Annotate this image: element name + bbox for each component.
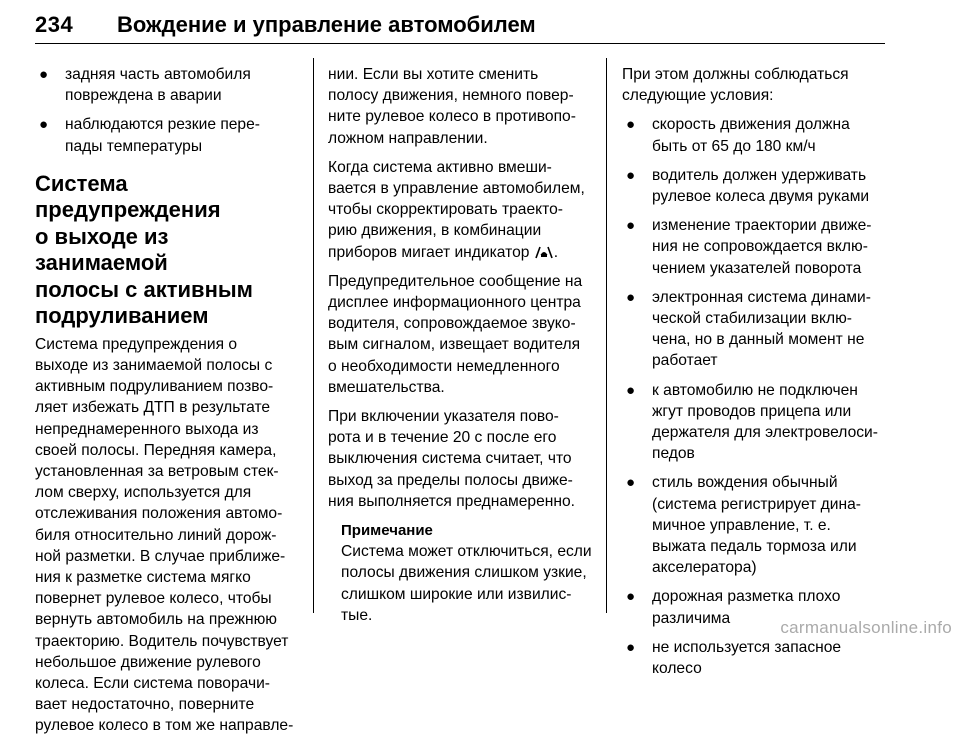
text-line: При включении указателя пово- bbox=[328, 408, 559, 426]
text-line: лом сверху, используется для bbox=[35, 484, 252, 502]
bullet-item bbox=[622, 472, 890, 578]
watermark: carmanualsonline.info bbox=[780, 618, 952, 637]
text-line: полосы с активным bbox=[35, 276, 253, 302]
text-line: пады температуры bbox=[65, 137, 203, 155]
column-1 bbox=[35, 64, 297, 745]
text-line: полосы движения слишком узкие, bbox=[341, 564, 587, 582]
text-line: вается в управление автомобилем, bbox=[328, 180, 585, 198]
text-line: выходе из занимаемой полосы с bbox=[35, 357, 273, 375]
text-line: повернет рулевое колесо, чтобы bbox=[35, 590, 272, 608]
bullet-dot-icon: ● bbox=[39, 116, 49, 134]
paragraph-intervention bbox=[328, 157, 592, 263]
text-line: о необходимости немедленного bbox=[328, 357, 560, 375]
header-rule bbox=[35, 43, 885, 44]
bullet-item bbox=[622, 215, 890, 279]
text-line: жгут проводов прицепа или bbox=[652, 402, 852, 420]
text-line: колесо bbox=[652, 660, 702, 678]
text-line: Система предупреждения о bbox=[35, 335, 238, 353]
indicator-text: приборов мигает индикатор bbox=[328, 243, 530, 261]
note-body bbox=[341, 541, 592, 626]
text-line: отслеживания положения автомо- bbox=[35, 505, 283, 523]
bullet-item bbox=[622, 380, 890, 465]
text-line: рулевое колесо в том же направле- bbox=[35, 717, 294, 735]
text-line: ложном направлении. bbox=[328, 129, 488, 147]
text-line: о выходе из занимаемой bbox=[35, 223, 169, 276]
bullet-item bbox=[35, 114, 297, 156]
column-2 bbox=[328, 64, 592, 626]
bullet-dot-icon: ● bbox=[626, 288, 636, 306]
text-line: колеса. Если система поворачи- bbox=[35, 675, 270, 693]
text-line: ляет избежать ДТП в результате bbox=[35, 399, 271, 417]
text-line: вает недостаточно, поверните bbox=[35, 696, 255, 714]
text-line: задняя часть автомобиля bbox=[65, 66, 251, 83]
bullet-dot-icon: ● bbox=[626, 116, 636, 134]
text-line: рота и в течение 20 с после его bbox=[328, 429, 557, 447]
indicator-period: . bbox=[553, 243, 559, 261]
text-line: различима bbox=[652, 609, 731, 627]
bullet-dot-icon: ● bbox=[39, 66, 49, 83]
text-line: водитель должен удерживать bbox=[652, 166, 867, 184]
text-line: ния не сопровождается вклю- bbox=[652, 238, 868, 256]
bullet-item bbox=[622, 287, 890, 372]
text-line: установленная за ветровым стек- bbox=[35, 463, 279, 481]
text-line: водителя, сопровождаемое звуко- bbox=[328, 315, 576, 333]
text-line: выжата педаль тормоза или bbox=[652, 538, 857, 556]
text-line: держателя для электровелоси- bbox=[652, 424, 878, 442]
text-line: Система предупреждения bbox=[35, 170, 221, 223]
bullet-dot-icon: ● bbox=[626, 381, 636, 399]
text-line: рию движения, в комбинации bbox=[328, 222, 542, 240]
text-line: акселератора) bbox=[652, 559, 757, 577]
text-line: тые. bbox=[341, 606, 373, 624]
column-divider-1 bbox=[313, 58, 314, 613]
text-line: нии. Если вы хотите сменить bbox=[328, 66, 539, 83]
bullet-item bbox=[622, 114, 890, 156]
text-line: При этом должны соблюдаться bbox=[622, 66, 849, 83]
text-line: подруливанием bbox=[35, 303, 209, 329]
text-line: полосу движения, немного повер- bbox=[328, 87, 574, 105]
text-line: дисплее информационного центра bbox=[328, 294, 581, 312]
text-line: выход за пределы полосы движе- bbox=[328, 471, 573, 489]
text-line: небольшое движение рулевого bbox=[35, 653, 261, 671]
text-line: чтобы скорректировать траекто- bbox=[328, 201, 563, 219]
text-line: чением указателей поворота bbox=[652, 259, 862, 277]
text-line: слишком широкие или извилис- bbox=[341, 585, 572, 603]
bullet-dot-icon: ● bbox=[626, 638, 636, 656]
text-line: вмешательства. bbox=[328, 378, 445, 396]
column-3 bbox=[622, 64, 890, 687]
text-line: работает bbox=[652, 352, 718, 370]
page-number: 234 bbox=[35, 12, 74, 37]
text-line: к автомобилю не подключен bbox=[652, 381, 858, 399]
text-line: своей полосы. Передняя камера, bbox=[35, 441, 277, 459]
text-line: дорожная разметка плохо bbox=[652, 588, 841, 606]
text-line: выключения система считает, что bbox=[328, 450, 572, 468]
lane-keep-indicator-icon bbox=[534, 245, 554, 259]
bullet-dot-icon: ● bbox=[626, 474, 636, 492]
column-divider-2 bbox=[606, 58, 607, 613]
text-line: чена, но в данный момент не bbox=[652, 331, 865, 349]
bullet-item bbox=[622, 165, 890, 207]
text-line: ния выполняется преднамеренно. bbox=[328, 492, 576, 510]
text-line: вернуть автомобиль на прежнюю bbox=[35, 611, 277, 629]
text-line: ной разметки. В случае приближе- bbox=[35, 547, 286, 565]
text-line: изменение траектории движе- bbox=[652, 217, 872, 235]
section-body bbox=[35, 334, 297, 737]
note-title: Примечание bbox=[341, 522, 433, 540]
note-box bbox=[328, 520, 592, 626]
bullet-dot-icon: ● bbox=[626, 588, 636, 606]
bullet-dot-icon: ● bbox=[626, 166, 636, 184]
text-line: не используется запасное bbox=[652, 638, 842, 656]
text-line: стиль вождения обычный bbox=[652, 474, 838, 492]
bullet-item bbox=[35, 64, 297, 106]
text-line: педов bbox=[652, 445, 695, 463]
page-title: Вождение и управление автомобилем bbox=[117, 12, 536, 37]
text-line: рулевое колеса двумя руками bbox=[652, 188, 870, 206]
text-line: электронная система динами- bbox=[652, 288, 871, 306]
text-line: ческой стабилизации вклю- bbox=[652, 310, 852, 328]
section-heading bbox=[35, 171, 297, 330]
text-line: биля относительно линий дорож- bbox=[35, 526, 277, 544]
text-line: Система может отключиться, если bbox=[341, 543, 592, 561]
paragraph-turn-signal bbox=[328, 406, 592, 512]
text-line: ния к разметке система мягко bbox=[35, 569, 251, 587]
text-line: Предупредительное сообщение на bbox=[328, 272, 583, 290]
bullet-dot-icon: ● bbox=[626, 217, 636, 235]
text-line: ните рулевое колесо в противопо- bbox=[328, 108, 576, 126]
page-header bbox=[35, 6, 885, 38]
text-line: быть от 65 до 180 км/ч bbox=[652, 137, 816, 155]
text-line: вым сигналом, извещает водителя bbox=[328, 336, 581, 354]
text-line: Когда система активно вмеши- bbox=[328, 158, 552, 176]
text-line: активным подруливанием позво- bbox=[35, 378, 274, 396]
paragraph-lane-change bbox=[328, 64, 592, 149]
conditions-intro bbox=[622, 64, 890, 106]
paragraph-warning-message bbox=[328, 271, 592, 398]
bullet-item bbox=[622, 637, 890, 679]
text-line: повреждена в аварии bbox=[65, 87, 222, 105]
text-line: непреднамеренного выхода из bbox=[35, 420, 259, 438]
text-line: траекторию. Водитель почувствует bbox=[35, 632, 289, 650]
text-line: мичное управление, т. е. bbox=[652, 516, 831, 534]
text-line: (система регистрирует дина- bbox=[652, 495, 861, 513]
text-line: скорость движения должна bbox=[652, 116, 850, 134]
text-line: наблюдаются резкие пере- bbox=[65, 116, 260, 134]
text-line: следующие условия: bbox=[622, 87, 774, 105]
